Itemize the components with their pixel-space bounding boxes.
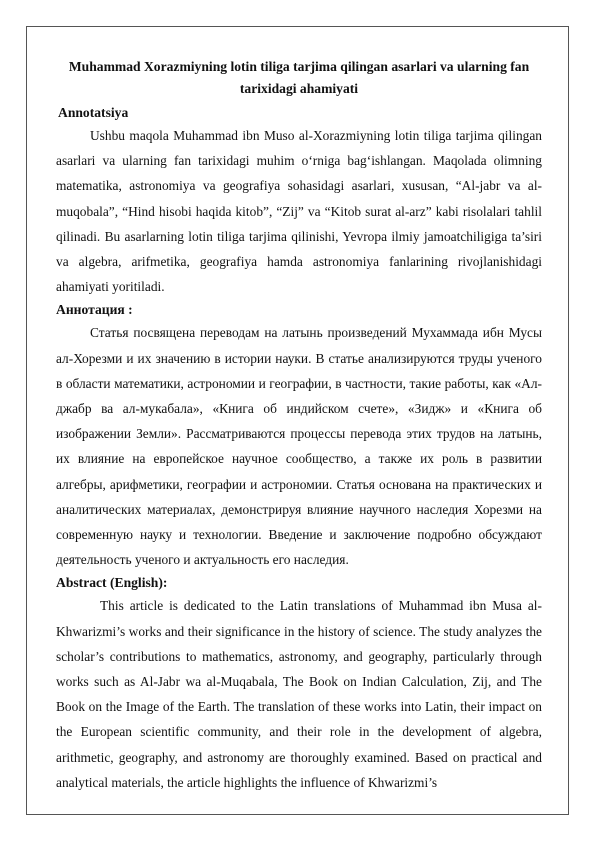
article-title: Muhammad Xorazmiyning lotin tiliga tarjima qilingan asarlari va ularning fan tarixidagi ahamiyati [68,59,530,96]
section-text-annotatsiya: Ushbu maqola Muhammad ibn Muso al-Xorazmiyning lotin tiliga tarjima qilingan asarlari va ularning fan tarixidagi muhim o‘rniga bag‘ishlangan. Maqolada olimning matematika, astronomiya va geografiya sohasidagi asarlari, xususan, “Al-jabr va al-muqobala”, “Hind hisobi haqida kitob”, “Zij” va “Kitob surat al-arz” kabi risolalari tahlil qilinadi. Bu asarlarning lotin tiliga tarjima qilinishi, Yevropa ilmiy jamoatchiligiga ta’siri va algebra, arifmetika, geografiya hamda astronomiya fanlarining rivojlanishidagi ahamiyati yoritiladi. [56,128,542,295]
section-heading-abstract-en: Abstract (English): [56,575,168,591]
section-text-abstract-en: This article is dedicated to the Latin translations of Muhammad ibn Musa al-Khwarizmi’s works and their significance in the history of science. The study analyzes the scholar’s contributions to mathematics, astronomy, and geography, particularly through works such as Al-Jabr wa al-Muqabala, The Book on Indian Calculation, Zij, and The Book on the Image of the Earth. The translation of these works into Latin, their impact on the European scientific community, and their role in the development of algebra, arithmetic, geography, and astronomy are thoroughly examined. Based on practical and analytical materials, the article highlights the influence of Khwarizmi’s [56,598,542,790]
section-heading-annotatsiya-ru: Аннотация : [56,302,133,318]
section-text-annotatsiya-ru: Статья посвящена переводам на латынь произведений Мухаммада ибн Мусы ал-Хорезми и их значению в истории науки. В статье анализируются труды ученого в области математики, астрономии и географии, в частности, такие работы, как «Ал-джабр ва ал-мукабала», «Книга об индийском счете», «Зидж» и «Книга об изображении Земли». Рассматриваются процессы перевода этих трудов на латынь, их влияние на европейское научное сообщество, а также их роль в развитии алгебры, арифметики, географии и астрономии. Статья основана на практических и аналитических материалах, демонстрируя влияние научного наследия Хорезми на современную науку и технологии. Введение и заключение подробно обсуждают деятельность ученого и актуальность его наследия. [56,325,542,568]
section-heading-annotatsiya: Annotatsiya [58,105,129,120]
document-body [56,56,542,795]
